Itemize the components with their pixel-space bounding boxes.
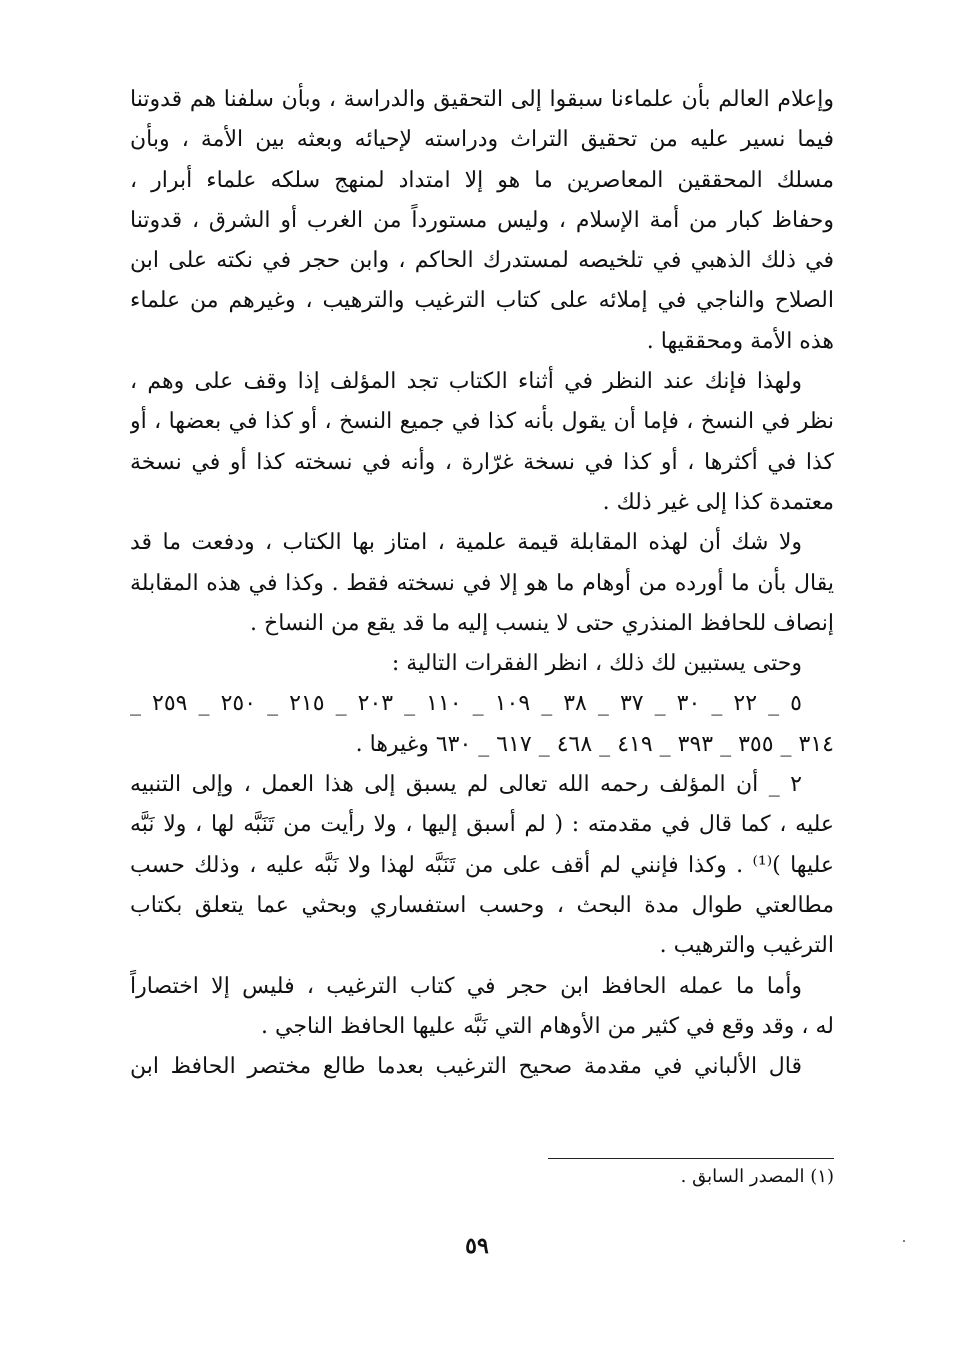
footnote <box>681 1162 834 1192</box>
text-line: يقال بأن ما أورده من أوهام ما هو إلا في نسخته فقط . وكذا في هذه المقابلة <box>130 570 834 596</box>
text-line: ٣١٤ _ ٣٥٥ _ ٣٩٣ _ ٤١٩ _ ٤٦٨ _ ٦١٧ _ ٦٣٠ وغيرها . <box>355 731 834 757</box>
text-line: عليه ، كما قال في مقدمته : ( لم أسبق إليها ، ولا رأيت من تَنَبَّه لها ، ولا نَبَّه <box>130 812 834 838</box>
text-line: هذه الأمة ومحققيها . <box>646 328 834 354</box>
text-line: في ذلك الذهبي في تلخيصه لمستدرك الحاكم ، وابن حجر في نكته على ابن <box>130 248 834 274</box>
text-line: مطالعتي طوال مدة البحث ، وحسب استفساري وبحثي عما يتعلق بكتاب <box>130 892 834 918</box>
text-line: ٢ _ أن المؤلف رحمه الله تعالى لم يسبق إلى هذا العمل ، وإلى التنبيه <box>130 772 802 798</box>
text-line: ولا شك أن لهذه المقابلة قيمة علمية ، امتاز بها الكتاب ، ودفعت ما قد <box>130 530 802 556</box>
text-line: معتمدة كذا إلى غير ذلك . <box>602 489 834 515</box>
body-text <box>130 80 834 1087</box>
text-line: وحتى يستبين لك ذلك ، انظر الفقرات التالية : <box>391 651 802 677</box>
text-line: له ، وقد وقع في كثير من الأوهام التي نَبَّه عليها الحافظ الناجي . <box>261 1013 834 1039</box>
text-line: ولهذا فإنك عند النظر في أثناء الكتاب تجد المؤلف إذا وقف على وهم ، <box>130 369 802 395</box>
page-number: ٥٩ <box>465 1233 489 1259</box>
text-line: الصلاح والناجي في إملائه على كتاب الترغيب والترهيب ، وغيرهم من علماء <box>130 288 834 314</box>
text-line: وحفاظ كبار من أمة الإسلام ، وليس مستورداً من الغرب أو الشرق ، قدوتنا <box>130 207 834 233</box>
text-line: وأما ما عمله الحافظ ابن حجر في كتاب الترغيب ، فليس إلا اختصاراً <box>130 973 802 999</box>
footnote-text: المصدر السابق . <box>680 1166 805 1187</box>
scan-speck <box>903 1240 905 1242</box>
text-line: ٥ _ ٢٢ _ ٣٠ _ ٣٧ _ ٣٨ _ ١٠٩ _ ١١٠ _ ٢٠٣ _ ٢١٥ _ ٢٥٠ _ ٢٥٩ _ <box>130 691 802 717</box>
text-line: نظر في النسخ ، فإما أن يقول بأنه كذا في جميع النسخ ، أو كذا في بعضها ، أو <box>130 409 834 435</box>
text-line: كذا في أكثرها ، أو كذا في نسخة غرّارة ، وأنه في نسخته كذا أو في نسخة <box>130 449 834 475</box>
footnote-separator <box>548 1158 834 1159</box>
text-line: وإعلام العالم بأن علماءنا سبقوا إلى التحقيق والدراسة ، وبأن سلفنا هم قدوتنا <box>130 87 834 112</box>
text-line: الترغيب والترهيب . <box>659 933 834 959</box>
text-line: قال الألباني في مقدمة صحيح الترغيب بعدما طالع مختصر الحافظ ابن <box>130 1054 802 1080</box>
text-line: إنصاف للحافظ المنذري حتى لا ينسب إليه ما قد يقع من النساخ . <box>250 610 834 636</box>
text-line: عليها )⁽¹⁾ . وكذا فإنني لم أقف على من تَنَبَّه لهذا ولا نَبَّه عليه ، وذلك حسب <box>130 852 834 878</box>
footnote-marker: (١) <box>810 1166 834 1187</box>
text-line: فيما نسير عليه من تحقيق التراث ودراسته لإحيائه وبعثه بين الأمة ، وبأن <box>130 127 834 153</box>
text-line: مسلك المحققين المعاصرين ما هو إلا امتداد لمنهج سلكه علماء أبرار ، <box>130 167 834 193</box>
